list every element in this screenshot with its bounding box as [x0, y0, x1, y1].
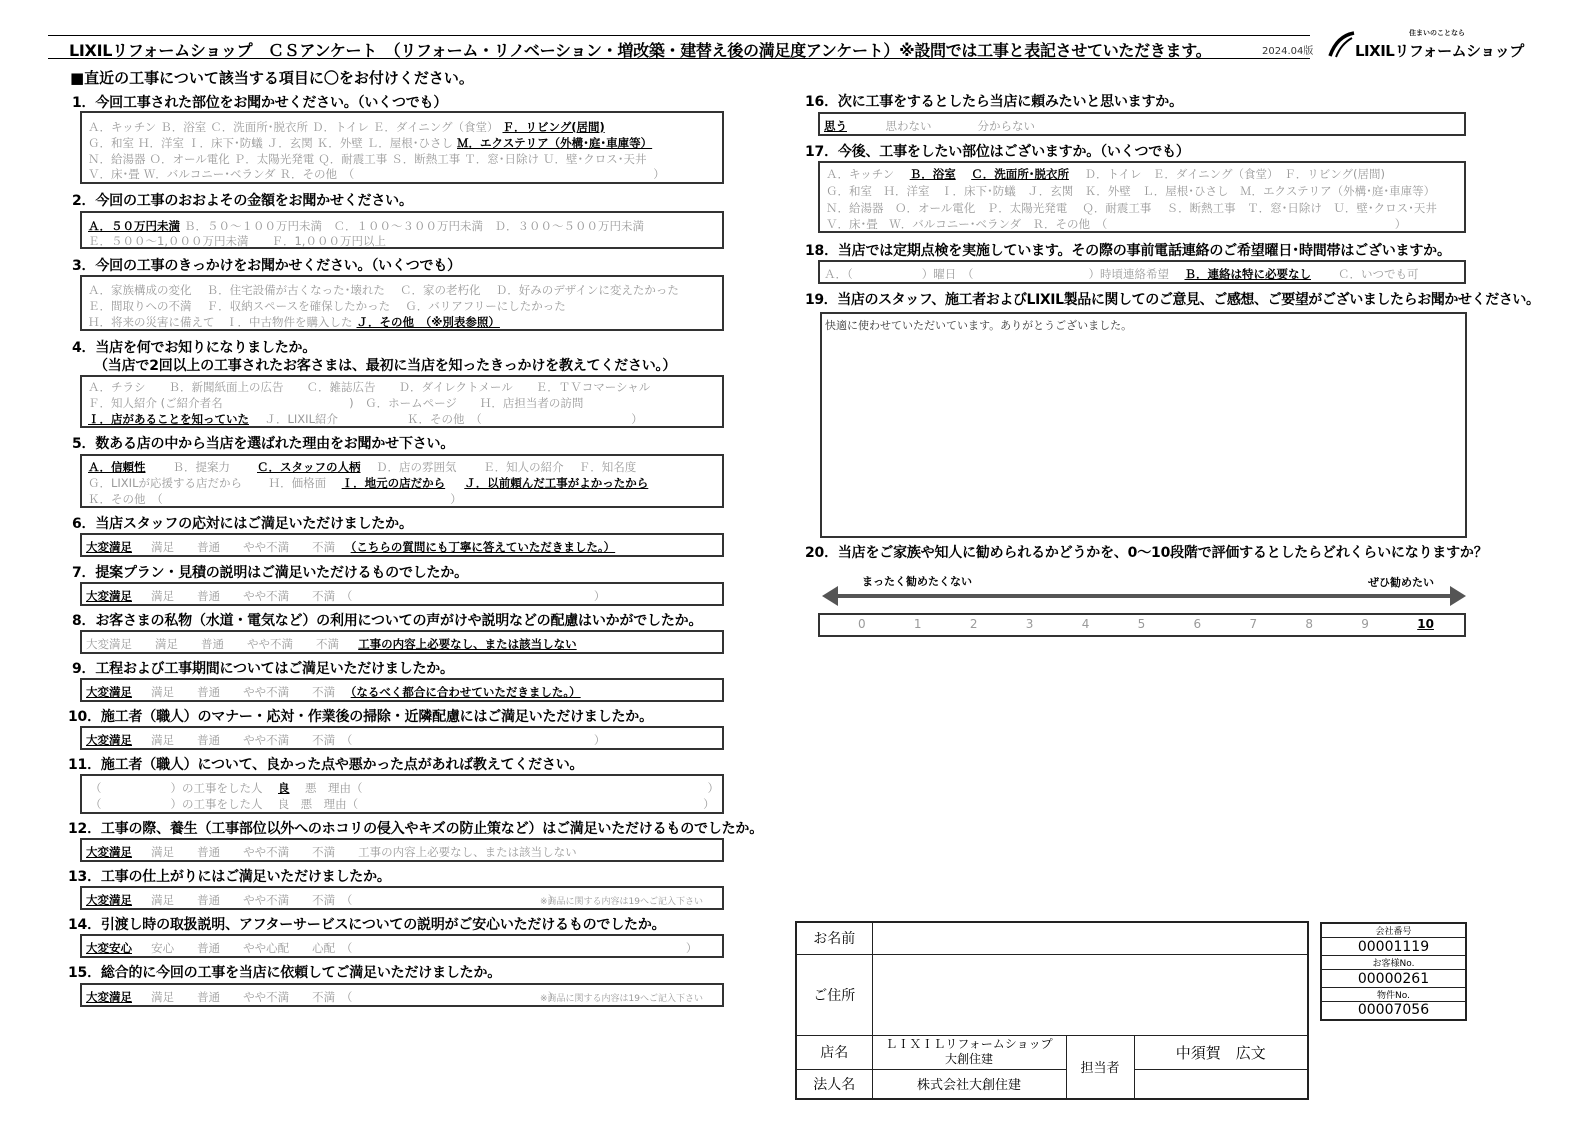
q1-selected-m[interactable]: Ｍ．エクステリア（外構･庭･車庫等）	[457, 136, 653, 150]
q6-line: 大変満足 満足 普通 やや不満 不満 （こちらの質問にも丁寧に答えていただきました。）	[86, 540, 616, 554]
q7-selected[interactable]: 大変満足	[86, 589, 132, 603]
q14-title: 14．引渡し時の取扱説明、アフターサービスについての説明がご安心いただけるものでしたか。	[68, 917, 666, 933]
q1-line3: Ｎ．給湯器 Ｏ．オール電化 Ｐ．太陽光発電 Ｑ．耐震工事 Ｓ．断熱工事 Ｔ．窓･日除け Ｕ．壁･クロス･天井	[88, 152, 647, 166]
q8-line: 大変満足 満足 普通 やや不満 不満 工事の内容上必要なし、または該当しない	[86, 637, 577, 651]
q11-row1: （ ）の工事をした人 良 悪 理由（ ）	[90, 781, 719, 795]
q5-line1: Ａ．信頼性 Ｂ．提案力 Ｃ．スタッフの人柄 Ｄ．店の雰囲気 Ｅ．知人の紹介 Ｆ．知名度	[88, 460, 637, 474]
q7-line: 大変満足 満足 普通 やや不満 不満 （ ）	[86, 589, 606, 603]
name-label: お名前	[796, 922, 872, 954]
q1-line4: Ｖ．床･畳 Ｗ．バルコニー･ベランダ Ｒ．その他 （ ）	[88, 167, 665, 181]
q15-selected[interactable]: 大変満足	[86, 990, 132, 1004]
instruction-heading: ■直近の工事について該当する項目に〇をお付けください。	[70, 69, 474, 87]
q19-title: 19．当店のスタッフ、施工者およびLIXIL製品に関してのご意見、ご感想、ご要望がございましたらお聞かせください。	[805, 292, 1540, 308]
q20-scale-option[interactable]: 8	[1305, 617, 1314, 631]
header-rule-top	[48, 35, 1310, 36]
q2-line1: Ａ．５０万円未満 Ｂ．５０～１００万円未満 Ｃ．１００～３００万円未満 Ｄ．３００～５００万円未満	[88, 219, 644, 233]
q2-options-box[interactable]	[80, 211, 724, 249]
q20-scale-option[interactable]: 6	[1193, 617, 1202, 631]
q17-selected-b[interactable]: Ｂ．浴室	[909, 167, 956, 181]
q12-selected[interactable]: 大変満足	[86, 845, 132, 859]
q20-title: 20．当店をご家族や知人に勧められるかどうかを、0～10段階で評価するとしたらどれくらいになりますか？	[805, 545, 1488, 561]
customer-info-table	[795, 921, 1309, 1100]
q12-title: 12．工事の際、養生（工事部位以外へのホコリの侵入やキズの防止策など）はご満足いただけるものでしたか。	[68, 821, 763, 837]
property-no-label: 物件No.	[1321, 988, 1466, 1002]
version-label: 2024.04版	[1262, 46, 1314, 57]
q20-scale-box[interactable]	[818, 613, 1466, 637]
q11-selected-good[interactable]: 良	[278, 781, 290, 795]
q8-selected[interactable]: 工事の内容上必要なし、または該当しない	[358, 637, 577, 651]
q5-options-box[interactable]	[80, 454, 724, 508]
q16-selected[interactable]: 思う	[824, 119, 847, 133]
q6-comment[interactable]: （こちらの質問にも丁寧に答えていただきました。）	[350, 540, 616, 554]
q14-selected[interactable]: 大変安心	[86, 941, 132, 955]
q9-title: 9．工程および工事期間についてはご満足いただけましたか。	[72, 661, 454, 677]
q3-selected[interactable]: Ｊ．その他 （※別表参照）	[356, 315, 500, 329]
q19-answer-text: 快適に使わせていただいています。ありがとうございました。	[825, 319, 1133, 332]
q17-line3: Ｎ．給湯器 Ｏ．オール電化 Ｐ．太陽光発電 Ｑ．耐震工事 Ｓ．断熱工事 Ｔ．窓･日除け Ｕ．壁･クロス･天井	[826, 201, 1437, 215]
q11-row2: （ ）の工事をした人 良 悪 理由（ ）	[90, 797, 715, 811]
q13-title: 13．工事の仕上がりにはご満足いただけましたか。	[68, 869, 391, 885]
q3-options-box[interactable]	[80, 275, 724, 331]
q9-options-box[interactable]	[80, 678, 724, 702]
q4-line3: Ｉ．店があることを知っていた Ｊ．LIXIL紹介 Ｋ．その他 （ ）	[88, 412, 643, 426]
q5-title: 5．数ある店の中から当店を選ばれた理由をお聞かせ下さい。	[72, 436, 455, 452]
q3-line3: Ｈ．将来の災害に備えて Ｉ．中古物件を購入した Ｊ．その他 （※別表参照）	[88, 315, 500, 329]
q4-options-box[interactable]	[80, 375, 724, 428]
q13-options-box[interactable]	[80, 886, 724, 910]
q19-answer-box[interactable]	[820, 312, 1467, 538]
store-value: ＬＩＸＩＬリフォームショップ 大創住建	[872, 1035, 1066, 1069]
q17-selected-c[interactable]: Ｃ．洗面所･脱衣所	[971, 167, 1069, 181]
property-no-value: 00007056	[1321, 1002, 1466, 1020]
q9-comment[interactable]: （なるべく都合に合わせていただきました。）	[350, 685, 581, 699]
staff-label: 担当者	[1066, 1035, 1134, 1099]
q1-options-box[interactable]	[80, 111, 724, 184]
q6-title: 6．当店スタッフの応対にはご満足いただけましたか。	[72, 516, 413, 532]
q20-scale-option[interactable]: 5	[1137, 617, 1146, 631]
q17-title: 17．今後、工事をしたい部位はございますか。（いくつでも）	[805, 144, 1190, 160]
q20-scale-option[interactable]: 9	[1361, 617, 1369, 631]
q17-line4: Ｖ．床･畳 Ｗ．バルコニー･ベランダ Ｒ．その他 （ ）	[826, 217, 1407, 231]
q2-selected[interactable]: Ａ．５０万円未満	[88, 219, 180, 233]
q16-line: 思う 思わない 分からない	[824, 119, 1035, 133]
lixil-logo: 住まいのことなら LIXILリフォームショップ	[1327, 26, 1507, 62]
q4-line1: Ａ．チラシ Ｂ．新聞紙面上の広告 Ｃ．雑誌広告 Ｄ．ダイレクトメール Ｅ．ＴＶコマーシャル	[88, 380, 651, 394]
company-no-label: 会社番号	[1321, 923, 1466, 938]
logo-swoosh-icon	[1327, 30, 1357, 60]
q20-scale-option[interactable]: 1	[913, 617, 922, 631]
q12-line: 大変満足 満足 普通 やや不満 不満 工事の内容上必要なし、または該当しない	[86, 845, 577, 859]
q17-options-box[interactable]	[818, 161, 1466, 233]
customer-no-value: 00000261	[1321, 970, 1466, 988]
q11-title: 11．施工者（職人）について、良かった点や悪かった点があれば教えてください。	[68, 757, 584, 773]
q5-selected-c[interactable]: Ｃ．スタッフの人柄	[257, 460, 361, 474]
q5-selected-j[interactable]: Ｊ．以前頼んだ工事がよかったから	[464, 476, 649, 490]
header-rule-bottom	[48, 58, 1310, 59]
q4-line2: Ｆ．知人紹介 (ご紹介者名 ) Ｇ．ホームページ Ｈ．店担当者の訪問	[88, 396, 584, 410]
q16-title: 16．次に工事をするとしたら当店に頼みたいと思いますか。	[805, 94, 1183, 110]
q6-selected[interactable]: 大変満足	[86, 540, 132, 554]
q20-right-label: ぜひ勧めたい	[1368, 576, 1434, 589]
survey-title: LIXILリフォームショップ ＣＳアンケート （リフォーム・リノベーション・増改築・建替え後の満足度アンケート）※設問では工事と表記させていただきます。	[69, 41, 1212, 60]
q7-options-box[interactable]	[80, 582, 724, 606]
q1-selected-f[interactable]: Ｆ．リビング(居間)	[502, 120, 605, 134]
q3-title: 3．今回の工事のきっかけをお聞かせください。（いくつでも）	[72, 258, 461, 274]
q9-line: 大変満足 満足 普通 やや不満 不満 （なるべく都合に合わせていただきました。）	[86, 685, 581, 699]
q14-line: 大変安心 安心 普通 やや心配 心配 （ ）	[86, 941, 698, 955]
q5-selected-i[interactable]: Ｉ．地元の店だから	[341, 476, 446, 490]
q8-options-box[interactable]	[80, 630, 724, 654]
q10-line: 大変満足 満足 普通 やや不満 不満 （ ）	[86, 733, 606, 747]
q4-subtitle: （当店で2回以上の工事されたお客さまは、最初に当店を知ったきっかけを教えてください。）	[94, 358, 677, 374]
address-field[interactable]	[872, 954, 1308, 1035]
q18-line: Ａ．（ ）曜日 （ ）時頃連絡希望 Ｂ．連絡は特に必要なし Ｃ．いつでも可	[824, 267, 1419, 281]
store-label: 店名	[796, 1035, 872, 1069]
address-label: ご住所	[796, 954, 872, 1035]
q20-scale	[820, 615, 1464, 633]
corp-label: 法人名	[796, 1069, 872, 1099]
q1-line1: Ａ．キッチン Ｂ．浴室 Ｃ．洗面所･脱衣所 Ｄ．トイレ Ｅ．ダイニング（食堂） Ｆ．リビング(居間)	[88, 120, 605, 134]
q20-scale-option[interactable]: 7	[1249, 617, 1258, 631]
q20-scale-option[interactable]: 2	[969, 617, 978, 631]
q17-line2: Ｇ．和室 Ｈ．洋室 Ｉ．床下･防蟻 Ｊ．玄関 Ｋ．外壁 Ｌ．屋根･ひさし Ｍ．エクステリア（外構･庭･車庫等）	[826, 184, 1436, 198]
q1-title: 1．今回工事された部位をお聞かせください。（いくつでも）	[72, 95, 448, 111]
q20-scale-option[interactable]: 0	[858, 617, 866, 631]
q3-line2: Ｅ．間取りへの不満 Ｆ．収納スペースを確保したかった Ｇ．バリアフリーにしたかった	[88, 299, 566, 313]
q17-line1: Ａ．キッチン Ｂ．浴室 Ｃ．洗面所･脱衣所 Ｄ．トイレ Ｅ．ダイニング（食堂） Ｆ．リビング(居間)	[826, 167, 1385, 181]
q2-line2: Ｅ．５００～1,０００万円未満 Ｆ．1,０００万円以上	[88, 234, 386, 248]
q2-title: 2．今回の工事のおおよその金額をお聞かせください。	[72, 193, 413, 209]
q20-scale-option[interactable]: 4	[1081, 617, 1090, 631]
id-table	[1320, 922, 1467, 1021]
q18-selected[interactable]: Ｂ．連絡は特に必要なし	[1184, 267, 1311, 281]
customer-no-label: お客様No.	[1321, 956, 1466, 970]
q20-scale-arrow-icon	[820, 583, 1468, 609]
corp-value: 株式会社大創住建	[872, 1069, 1066, 1099]
q1-line2: Ｇ．和室 Ｈ．洋室 Ｉ．床下･防蟻 Ｊ．玄関 Ｋ．外壁 Ｌ．屋根･ひさし Ｍ．エクステリア（外構･庭･車庫等）	[88, 136, 653, 150]
q8-title: 8．お客さまの私物（水道・電気など）の利用についての声がけや説明などの配慮はいかがでしたか。	[72, 613, 703, 629]
staff-extra-field[interactable]	[1134, 1069, 1308, 1099]
staff-value: 中須賀 広文	[1134, 1035, 1308, 1069]
q13-line: 大変満足 満足 普通 やや不満 不満 （ ）	[86, 893, 560, 907]
q5-line2: Ｇ．LIXILが応援する店だから Ｈ．価格面 Ｉ．地元の店だから Ｊ．以前頼んだ工事がよかったから	[88, 476, 649, 490]
q20-scale-option[interactable]: 10	[1417, 617, 1434, 631]
q14-options-box[interactable]	[80, 934, 724, 958]
q20-left-label: まったく勧めたくない	[862, 575, 972, 588]
q7-title: 7．提案プラン・見積の説明はご満足いただけるものでしたか。	[72, 565, 468, 581]
q10-title: 10．施工者（職人）のマナー・応対・作業後の掃除・近隣配慮にはご満足いただけましたか。	[68, 709, 653, 725]
name-field[interactable]	[872, 922, 1308, 954]
q3-line1: Ａ．家族構成の変化 Ｂ．住宅設備が古くなった･壊れた Ｃ．家の老朽化 Ｄ．好みのデザインに変えたかった	[88, 283, 679, 297]
q18-options-box[interactable]	[818, 260, 1466, 284]
q11-options-box[interactable]	[80, 774, 724, 814]
q9-selected[interactable]: 大変満足	[86, 685, 132, 699]
q13-selected[interactable]: 大変満足	[86, 893, 132, 907]
q20-scale-option[interactable]: 3	[1025, 617, 1034, 631]
q15-options-box[interactable]	[80, 983, 724, 1007]
q15-line: 大変満足 満足 普通 やや不満 不満 （ ）	[86, 990, 560, 1004]
q4-selected[interactable]: Ｉ．店があることを知っていた	[88, 412, 249, 426]
q4-title: 4．当店を何でお知りになりましたか。	[72, 340, 317, 356]
q10-options-box[interactable]	[80, 726, 724, 750]
q13-note: ※商品に関する内容は19へご記入下さい	[540, 897, 703, 907]
q5-line3: Ｋ．その他 （ ）	[88, 492, 462, 506]
q15-title: 15．総合的に今回の工事を当店に依頼してご満足いただけましたか。	[68, 965, 502, 981]
q6-options-box[interactable]	[80, 533, 724, 557]
q18-title: 18．当店では定期点検を実施しています。その際の事前電話連絡のご希望曜日･時間帯はございますか。	[805, 243, 1451, 259]
q15-note: ※商品に関する内容は19へご記入下さい	[540, 994, 703, 1004]
q5-selected-a[interactable]: Ａ．信頼性	[88, 460, 146, 474]
q16-options-box[interactable]	[818, 112, 1466, 136]
q10-selected[interactable]: 大変満足	[86, 733, 132, 747]
company-no-value: 00001119	[1321, 938, 1466, 956]
q12-options-box[interactable]	[80, 838, 724, 862]
